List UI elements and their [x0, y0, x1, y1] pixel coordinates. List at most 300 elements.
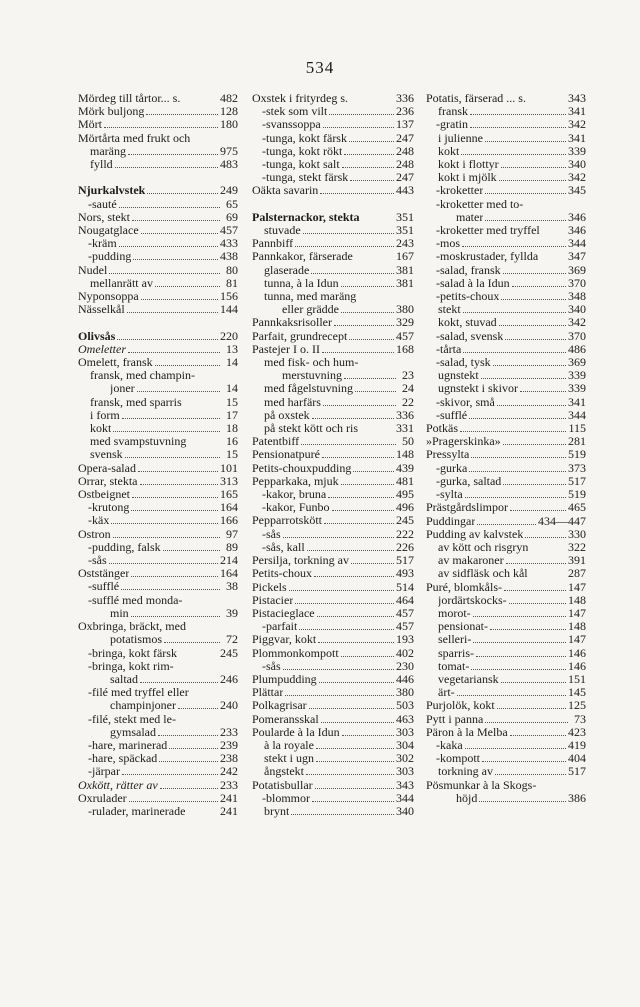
entry-text: -käx	[88, 514, 110, 528]
index-entry	[78, 277, 238, 290]
entry-page-number: 493	[396, 566, 414, 581]
entry-page-number: 80	[226, 262, 238, 277]
entry-text: Pensionatpuré	[252, 448, 320, 462]
entry-page-number: 14	[226, 355, 238, 370]
entry-page-number: 72	[226, 632, 238, 647]
entry-text: Plumpudding	[252, 672, 317, 686]
dot-leader	[299, 629, 394, 630]
dot-leader	[283, 537, 394, 538]
dot-leader	[481, 378, 566, 379]
index-entry	[426, 739, 586, 752]
index-entry	[252, 277, 414, 290]
index-entry	[426, 752, 586, 765]
index-entry	[78, 528, 238, 541]
entry-page-number: 486	[568, 341, 586, 356]
index-entry	[426, 594, 586, 607]
entry-text: fransk	[438, 105, 468, 119]
entry-page-number: 346	[568, 223, 586, 238]
entry-page-number: 344	[568, 407, 586, 422]
dot-leader	[334, 325, 394, 326]
index-entry	[426, 171, 586, 184]
index-entry	[78, 184, 238, 197]
section-gap	[252, 198, 414, 211]
entry-text: mellanrätt av	[90, 276, 153, 290]
dot-leader	[462, 246, 566, 247]
index-entry	[252, 290, 414, 303]
dot-leader	[295, 603, 394, 604]
dot-leader	[160, 788, 218, 789]
entry-text: -tårta	[436, 342, 462, 356]
entry-page-number: 433	[220, 236, 238, 251]
entry-text: joner	[110, 382, 135, 396]
dot-leader	[323, 127, 394, 128]
entry-text: glaserade	[264, 263, 310, 277]
dot-leader	[510, 735, 566, 736]
entry-page-number: 248	[396, 157, 414, 172]
entry-page-number: 13	[226, 341, 238, 356]
index-entry	[252, 409, 414, 422]
entry-text: -gratin	[436, 118, 468, 132]
index-entry	[426, 92, 586, 105]
index-entry	[252, 488, 414, 501]
entry-text: Nudel	[78, 263, 108, 277]
entry-text: -pudding, falsk	[88, 540, 161, 554]
index-entry	[78, 105, 238, 118]
index-entry	[252, 739, 414, 752]
entry-text: Pastejer I o. II	[252, 342, 320, 356]
entry-text: av sidfläsk och kål	[438, 567, 528, 581]
entry-text: -sufflé	[436, 408, 468, 422]
index-entry	[78, 211, 238, 224]
dot-leader	[469, 471, 566, 472]
entry-page-number: 343	[568, 91, 586, 105]
dot-leader	[342, 735, 394, 736]
dot-leader	[473, 642, 566, 643]
entry-text: Oxbringa, bräckt, med	[78, 620, 186, 634]
dot-leader	[463, 352, 566, 353]
entry-page-number: 164	[220, 566, 238, 581]
index-entry	[252, 330, 414, 343]
entry-page-number: 322	[568, 539, 586, 554]
entry-page-number: 446	[396, 671, 414, 686]
dot-leader	[128, 154, 218, 155]
dot-leader	[122, 418, 220, 419]
index-entry	[252, 448, 414, 461]
index-entry	[252, 581, 414, 594]
index-entry	[426, 435, 586, 448]
entry-text: sparris-	[438, 646, 474, 660]
dot-leader	[127, 312, 218, 313]
dot-leader	[146, 114, 218, 115]
index-entry	[78, 660, 238, 673]
index-entry	[426, 211, 586, 224]
entry-text: -petits-choux	[436, 290, 500, 304]
dot-leader	[471, 669, 566, 670]
entry-page-number: 101	[220, 460, 238, 475]
entry-page-number: 246	[220, 671, 238, 686]
index-entry	[252, 528, 414, 541]
index-entry	[252, 554, 414, 567]
entry-text: ugnstekt i skivor	[438, 382, 518, 396]
entry-text: Oxstek i frityrdeg s.	[252, 92, 348, 105]
dot-leader	[476, 656, 566, 657]
entry-text: kokt, stuvad	[438, 316, 497, 330]
index-entry	[252, 726, 414, 739]
entry-text: kokt i flottyr	[438, 158, 499, 172]
index-entry	[426, 277, 586, 290]
dot-leader	[125, 457, 220, 458]
index-entry	[252, 303, 414, 316]
dot-leader	[520, 391, 566, 392]
entry-page-number: 241	[220, 790, 238, 805]
entry-text: -gurka	[436, 461, 468, 475]
index-entry	[78, 382, 238, 395]
entry-page-number: 16	[226, 434, 238, 449]
entry-page-number: 233	[220, 777, 238, 792]
entry-text: -kräm	[88, 237, 117, 251]
entry-text: gymsalad	[110, 725, 156, 739]
index-entry	[426, 118, 586, 131]
entry-text: stekt i ugn	[264, 752, 314, 766]
entry-page-number: 281	[568, 434, 586, 449]
entry-text: Patentbiff	[252, 435, 300, 449]
dot-leader	[471, 457, 566, 458]
dot-leader	[465, 497, 566, 498]
dot-leader	[113, 537, 220, 538]
dot-leader	[301, 444, 396, 445]
entry-page-number: 457	[396, 328, 414, 343]
entry-page-number: 481	[396, 473, 414, 488]
entry-page-number: 304	[396, 737, 414, 752]
index-entry	[426, 488, 586, 501]
index-entry	[78, 805, 238, 818]
index-entry	[426, 501, 586, 514]
index-entry	[426, 673, 586, 686]
entry-page-number: 330	[568, 526, 586, 541]
index-entry	[426, 462, 586, 475]
index-entry	[252, 594, 414, 607]
entry-text: -hare, marinerad	[88, 738, 168, 752]
entry-text: -bringa, kokt rim-	[88, 659, 174, 673]
dot-leader	[341, 286, 394, 287]
index-entry	[426, 699, 586, 712]
entry-text: Oststänger	[78, 567, 130, 581]
entry-text: -salad, svensk	[436, 329, 504, 343]
index-entry	[426, 409, 586, 422]
index-entry	[78, 158, 238, 171]
index-entry	[78, 224, 238, 237]
index-entry	[252, 369, 414, 382]
entry-page-number: 342	[568, 315, 586, 330]
entry-page-number: 419	[568, 737, 586, 752]
entry-text: stuvade	[264, 224, 301, 238]
entry-text: svensk	[90, 448, 123, 462]
entry-text: Mört	[78, 118, 102, 132]
entry-text: -salad, tysk	[436, 356, 491, 370]
index-entry	[78, 118, 238, 131]
entry-page-number: 313	[220, 473, 238, 488]
entry-text: torkning av	[438, 765, 493, 779]
dot-leader	[131, 616, 220, 617]
index-entry	[78, 686, 238, 699]
entry-page-number: 517	[396, 553, 414, 568]
dot-leader	[509, 603, 566, 604]
entry-text: -moskrustader, fyllda	[436, 250, 539, 264]
entry-page-number: 381	[396, 275, 414, 290]
index-entry	[426, 198, 586, 211]
entry-text: tunna, à la Idun	[264, 276, 339, 290]
dot-leader	[499, 325, 566, 326]
dot-leader	[503, 444, 566, 445]
entry-page-number: 343	[396, 777, 414, 792]
index-entry	[252, 396, 414, 409]
entry-text: Olivsås	[78, 329, 116, 343]
index-entry	[252, 224, 414, 237]
entry-page-number: 167	[396, 249, 414, 264]
dot-leader	[503, 484, 566, 485]
index-entry	[426, 264, 586, 277]
entry-text: vegetariansk	[438, 672, 499, 686]
dot-leader	[164, 642, 220, 643]
index-entry	[426, 567, 586, 580]
entry-page-number: 438	[220, 249, 238, 264]
dot-leader	[505, 339, 566, 340]
entry-text: -sauté	[88, 197, 117, 211]
entry-page-number: 145	[568, 685, 586, 700]
entry-text: Pistacieglace	[252, 606, 315, 620]
entry-page-number: 248	[396, 143, 414, 158]
index-entry	[426, 581, 586, 594]
dot-leader	[501, 299, 566, 300]
index-entry	[252, 118, 414, 131]
entry-page-number: 226	[396, 539, 414, 554]
dot-leader	[501, 682, 566, 683]
entry-page-number: 15	[226, 394, 238, 409]
entry-text: fransk, med sparris	[90, 395, 182, 409]
entry-page-number: 242	[220, 764, 238, 779]
entry-text: Plättar	[252, 686, 284, 700]
dot-leader	[131, 576, 218, 577]
index-entry	[252, 132, 414, 145]
dot-leader	[311, 273, 394, 274]
index-entry	[252, 805, 414, 818]
dot-leader	[113, 431, 220, 432]
dot-leader	[503, 273, 566, 274]
entry-text: med svampstuvning	[90, 435, 187, 449]
index-entry	[426, 647, 586, 660]
entry-page-number: 329	[396, 315, 414, 330]
entry-page-number: 303	[396, 724, 414, 739]
dot-leader	[525, 537, 566, 538]
entry-text: potatismos	[110, 633, 163, 647]
index-entry	[252, 713, 414, 726]
index-entry	[252, 686, 414, 699]
entry-text: -blommor	[262, 791, 310, 805]
index-entry	[252, 382, 414, 395]
entry-text: Persilja, torkning av	[252, 554, 349, 568]
entry-text: -tunga, kokt rökt	[262, 144, 343, 158]
entry-page-number: 439	[396, 460, 414, 475]
entry-page-number: 222	[396, 526, 414, 541]
index-entry	[252, 567, 414, 580]
index-entry	[78, 264, 238, 277]
entry-text: -mos	[436, 237, 460, 251]
entry-page-number: 302	[396, 751, 414, 766]
index-entry	[252, 673, 414, 686]
index-entry	[252, 171, 414, 184]
entry-page-number: 17	[226, 407, 238, 422]
entry-page-number: 336	[396, 407, 414, 422]
entry-page-number: 156	[220, 289, 238, 304]
dot-leader	[122, 774, 218, 775]
entry-text: -salad, fransk	[436, 263, 501, 277]
dot-leader	[479, 801, 566, 802]
entry-page-number: 344	[568, 236, 586, 251]
dot-leader	[316, 761, 394, 762]
entry-page-number: 241	[220, 803, 238, 818]
entry-text: av makaroner	[438, 554, 504, 568]
dot-leader	[312, 801, 394, 802]
entry-page-number: 340	[396, 803, 414, 818]
index-entry	[78, 250, 238, 263]
entry-text: Pannkaksrisoller	[252, 316, 332, 330]
dot-leader	[322, 352, 394, 353]
index-entry	[426, 633, 586, 646]
entry-page-number: 151	[568, 671, 586, 686]
dot-leader	[155, 286, 220, 287]
entry-text: maräng	[90, 144, 126, 158]
entry-text: på stekt kött och ris	[264, 422, 358, 436]
entry-page-number: 336	[396, 91, 414, 105]
index-entry	[78, 369, 238, 382]
dot-leader	[344, 378, 396, 379]
dot-leader	[295, 246, 394, 247]
index-entry	[426, 713, 586, 726]
entry-page-number: 351	[396, 223, 414, 238]
entry-text: -kakor, bruna	[262, 488, 327, 502]
entry-text: Mörtårta med frukt och	[78, 131, 191, 145]
dot-leader	[312, 418, 394, 419]
entry-page-number: 147	[568, 579, 586, 594]
entry-text: Pomeransskal	[252, 712, 319, 726]
entry-text: eller grädde	[282, 303, 339, 317]
dot-leader	[137, 391, 220, 392]
entry-text: -stek som vilt	[262, 105, 328, 119]
entry-page-number: 503	[396, 698, 414, 713]
index-entry	[426, 369, 586, 382]
index-entry	[426, 343, 586, 356]
entry-text: -sås	[88, 554, 107, 568]
entry-text: Pannkakor, färserade	[252, 250, 353, 264]
dot-leader	[129, 801, 218, 802]
entry-page-number: 373	[568, 460, 586, 475]
index-entry	[78, 462, 238, 475]
entry-page-number: 15	[226, 447, 238, 462]
entry-text: -kompott	[436, 752, 480, 766]
entry-page-number: 39	[226, 605, 238, 620]
entry-page-number: 482	[220, 91, 238, 105]
index-entry	[426, 554, 586, 567]
entry-page-number: 423	[568, 724, 586, 739]
dot-leader	[470, 127, 566, 128]
entry-text: kokt	[90, 422, 112, 436]
entry-text: à la royale	[264, 738, 314, 752]
index-entry	[252, 237, 414, 250]
index-entry	[252, 356, 414, 369]
dot-leader	[104, 127, 218, 128]
entry-page-number: 457	[220, 223, 238, 238]
entry-text: -filé med tryffel eller	[88, 686, 189, 700]
entry-text: -hare, späckad	[88, 752, 158, 766]
entry-page-number: 247	[396, 130, 414, 145]
index-entry	[78, 765, 238, 778]
index-entry	[252, 765, 414, 778]
entry-page-number: 50	[402, 434, 414, 449]
entry-page-number: 193	[396, 632, 414, 647]
index-entry	[426, 330, 586, 343]
index-entry	[252, 158, 414, 171]
dot-leader	[141, 299, 218, 300]
entry-text: -järpar	[88, 765, 120, 779]
index-entry	[426, 356, 586, 369]
index-entry	[426, 250, 586, 263]
dot-leader	[163, 550, 220, 551]
page-number: 534	[305, 58, 335, 77]
entry-page-number: 147	[568, 632, 586, 647]
entry-page-number: 331	[396, 421, 414, 436]
dot-leader	[506, 563, 566, 564]
dot-leader	[463, 312, 566, 313]
entry-page-number: 220	[220, 328, 238, 343]
entry-text: fylld	[90, 158, 113, 172]
entry-page-number: 339	[568, 381, 586, 396]
entry-text: Pickels	[252, 580, 287, 594]
entry-page-number: 340	[568, 302, 586, 317]
dot-leader	[351, 563, 394, 564]
entry-page-number: 465	[568, 500, 586, 515]
index-entry	[252, 607, 414, 620]
entry-page-number: 240	[220, 698, 238, 713]
entry-page-number: 65	[226, 196, 238, 211]
entry-text: Petits-chouxpudding	[252, 461, 352, 475]
entry-page-number: 146	[568, 658, 586, 673]
entry-page-number: 23	[402, 368, 414, 383]
dot-leader	[485, 141, 566, 142]
dot-leader	[465, 748, 566, 749]
entry-text: -filé, stekt med le-	[88, 712, 176, 726]
index-entry	[426, 765, 586, 778]
index-entry	[426, 316, 586, 329]
entry-text: av kött och risgryn	[438, 540, 529, 554]
entry-page-number: 236	[396, 104, 414, 119]
entry-text: mater	[456, 210, 484, 224]
index-entry	[252, 435, 414, 448]
dot-leader	[323, 405, 396, 406]
entry-text: -sylta	[436, 488, 463, 502]
entry-text: med fågelstuvning	[264, 382, 353, 396]
entry-page-number: 38	[226, 579, 238, 594]
dot-leader	[132, 497, 218, 498]
entry-page-number: 519	[568, 447, 586, 462]
entry-text: -tunga, kokt färsk	[262, 131, 347, 145]
entry-page-number: 346	[568, 209, 586, 224]
dot-leader	[109, 273, 220, 274]
dot-leader	[355, 391, 396, 392]
index-entry	[78, 726, 238, 739]
entry-page-number: 245	[220, 645, 238, 660]
dot-leader	[320, 193, 394, 194]
dot-leader	[138, 471, 218, 472]
